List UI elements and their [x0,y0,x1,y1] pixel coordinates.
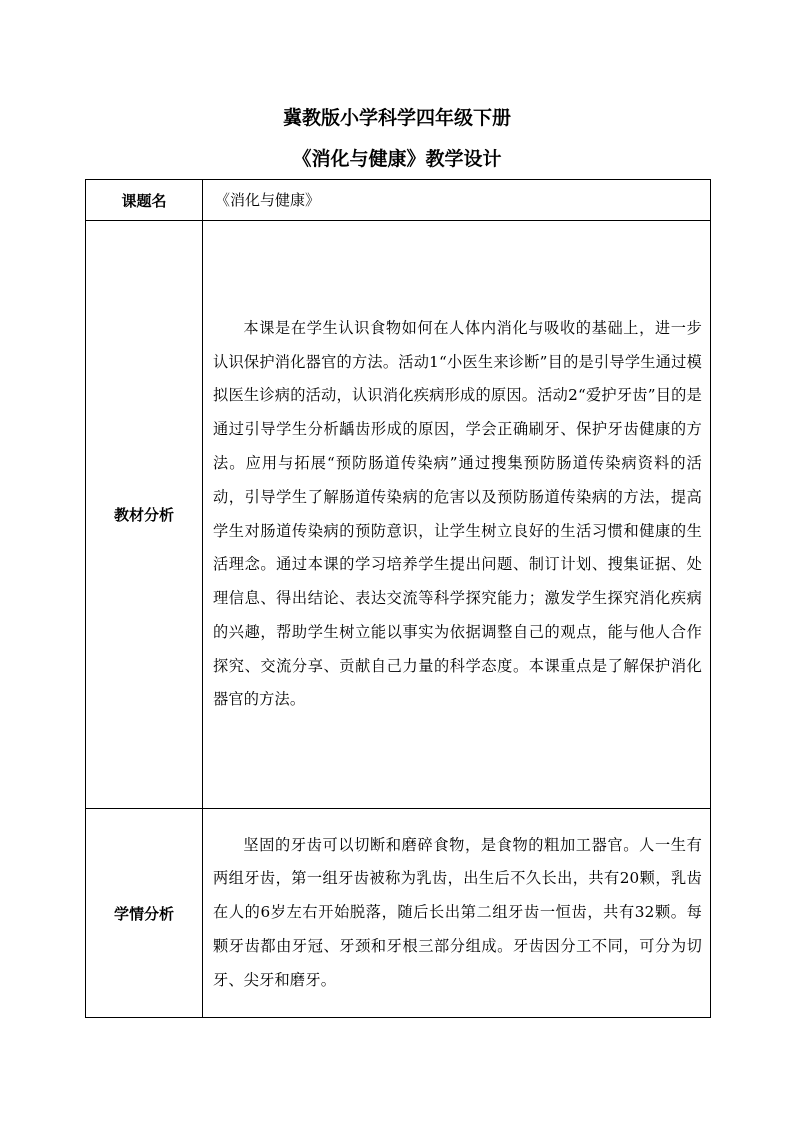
table-row-topic [86,180,711,221]
student-analysis-cell [203,809,711,1018]
table-row-student-analysis [86,809,711,1018]
topic-cell [203,180,711,221]
student-analysis-label: 学情分析 [86,809,203,1018]
topic-label: 课题名 [86,180,203,221]
textbook-analysis-cell [203,221,711,809]
table-row-textbook-analysis [86,221,711,809]
textbook-analysis-text: 本课是在学生认识食物如何在人体内消化与吸收的基础上，进一步认识保护消化器官的方法。活动1“小医生来诊断”目的是引导学生通过模拟医生诊病的活动，认识消化疾病形成的原因。活动2“爱护牙齿”目的是通过引导学生分析龋齿形成的原因，学会正确刷牙、保护牙齿健康的方法。应用与拓展“预防肠道传染病”通过搜集预防肠道传染病资料的活动，引导学生了解肠道传染病的危害以及预防肠道传染病的方法，提高学生对肠道传染病的预防意识，让学生树立良好的生活习惯和健康的生活理念。通过本课的学习培养学生提出问题、制订计划、搜集证据、处理信息、得出结论、表达交流等科学探究能力；激发学生探究消化疾病的兴趣，帮助学生树立能以事实为依据调整自己的观点，能与他人合作探究、交流分享、贡献自己力量的科学态度。本课重点是了解保护消化器官的方法。 [213,318,702,709]
lesson-plan-table [85,179,711,1018]
student-analysis-text: 坚固的牙齿可以切断和磨碎食物，是食物的粗加工器官。人一生有两组牙齿，第一组牙齿被称为乳齿，出生后不久长出，共有20颗，乳齿在人的6岁左右开始脱落，随后长出第二组牙齿一恒齿，共有32颗。每颗牙齿都由牙冠、牙颈和牙根三部分组成。牙齿因分工不同，可分为切牙、尖牙和磨牙。 [213,835,702,989]
document-subtitle: 《消化与健康》教学设计 [292,148,502,170]
topic-value: 《消化与健康》 [215,191,321,209]
document-title: 冀教版小学科学四年级下册 [282,107,511,129]
textbook-analysis-label: 教材分析 [86,221,203,809]
